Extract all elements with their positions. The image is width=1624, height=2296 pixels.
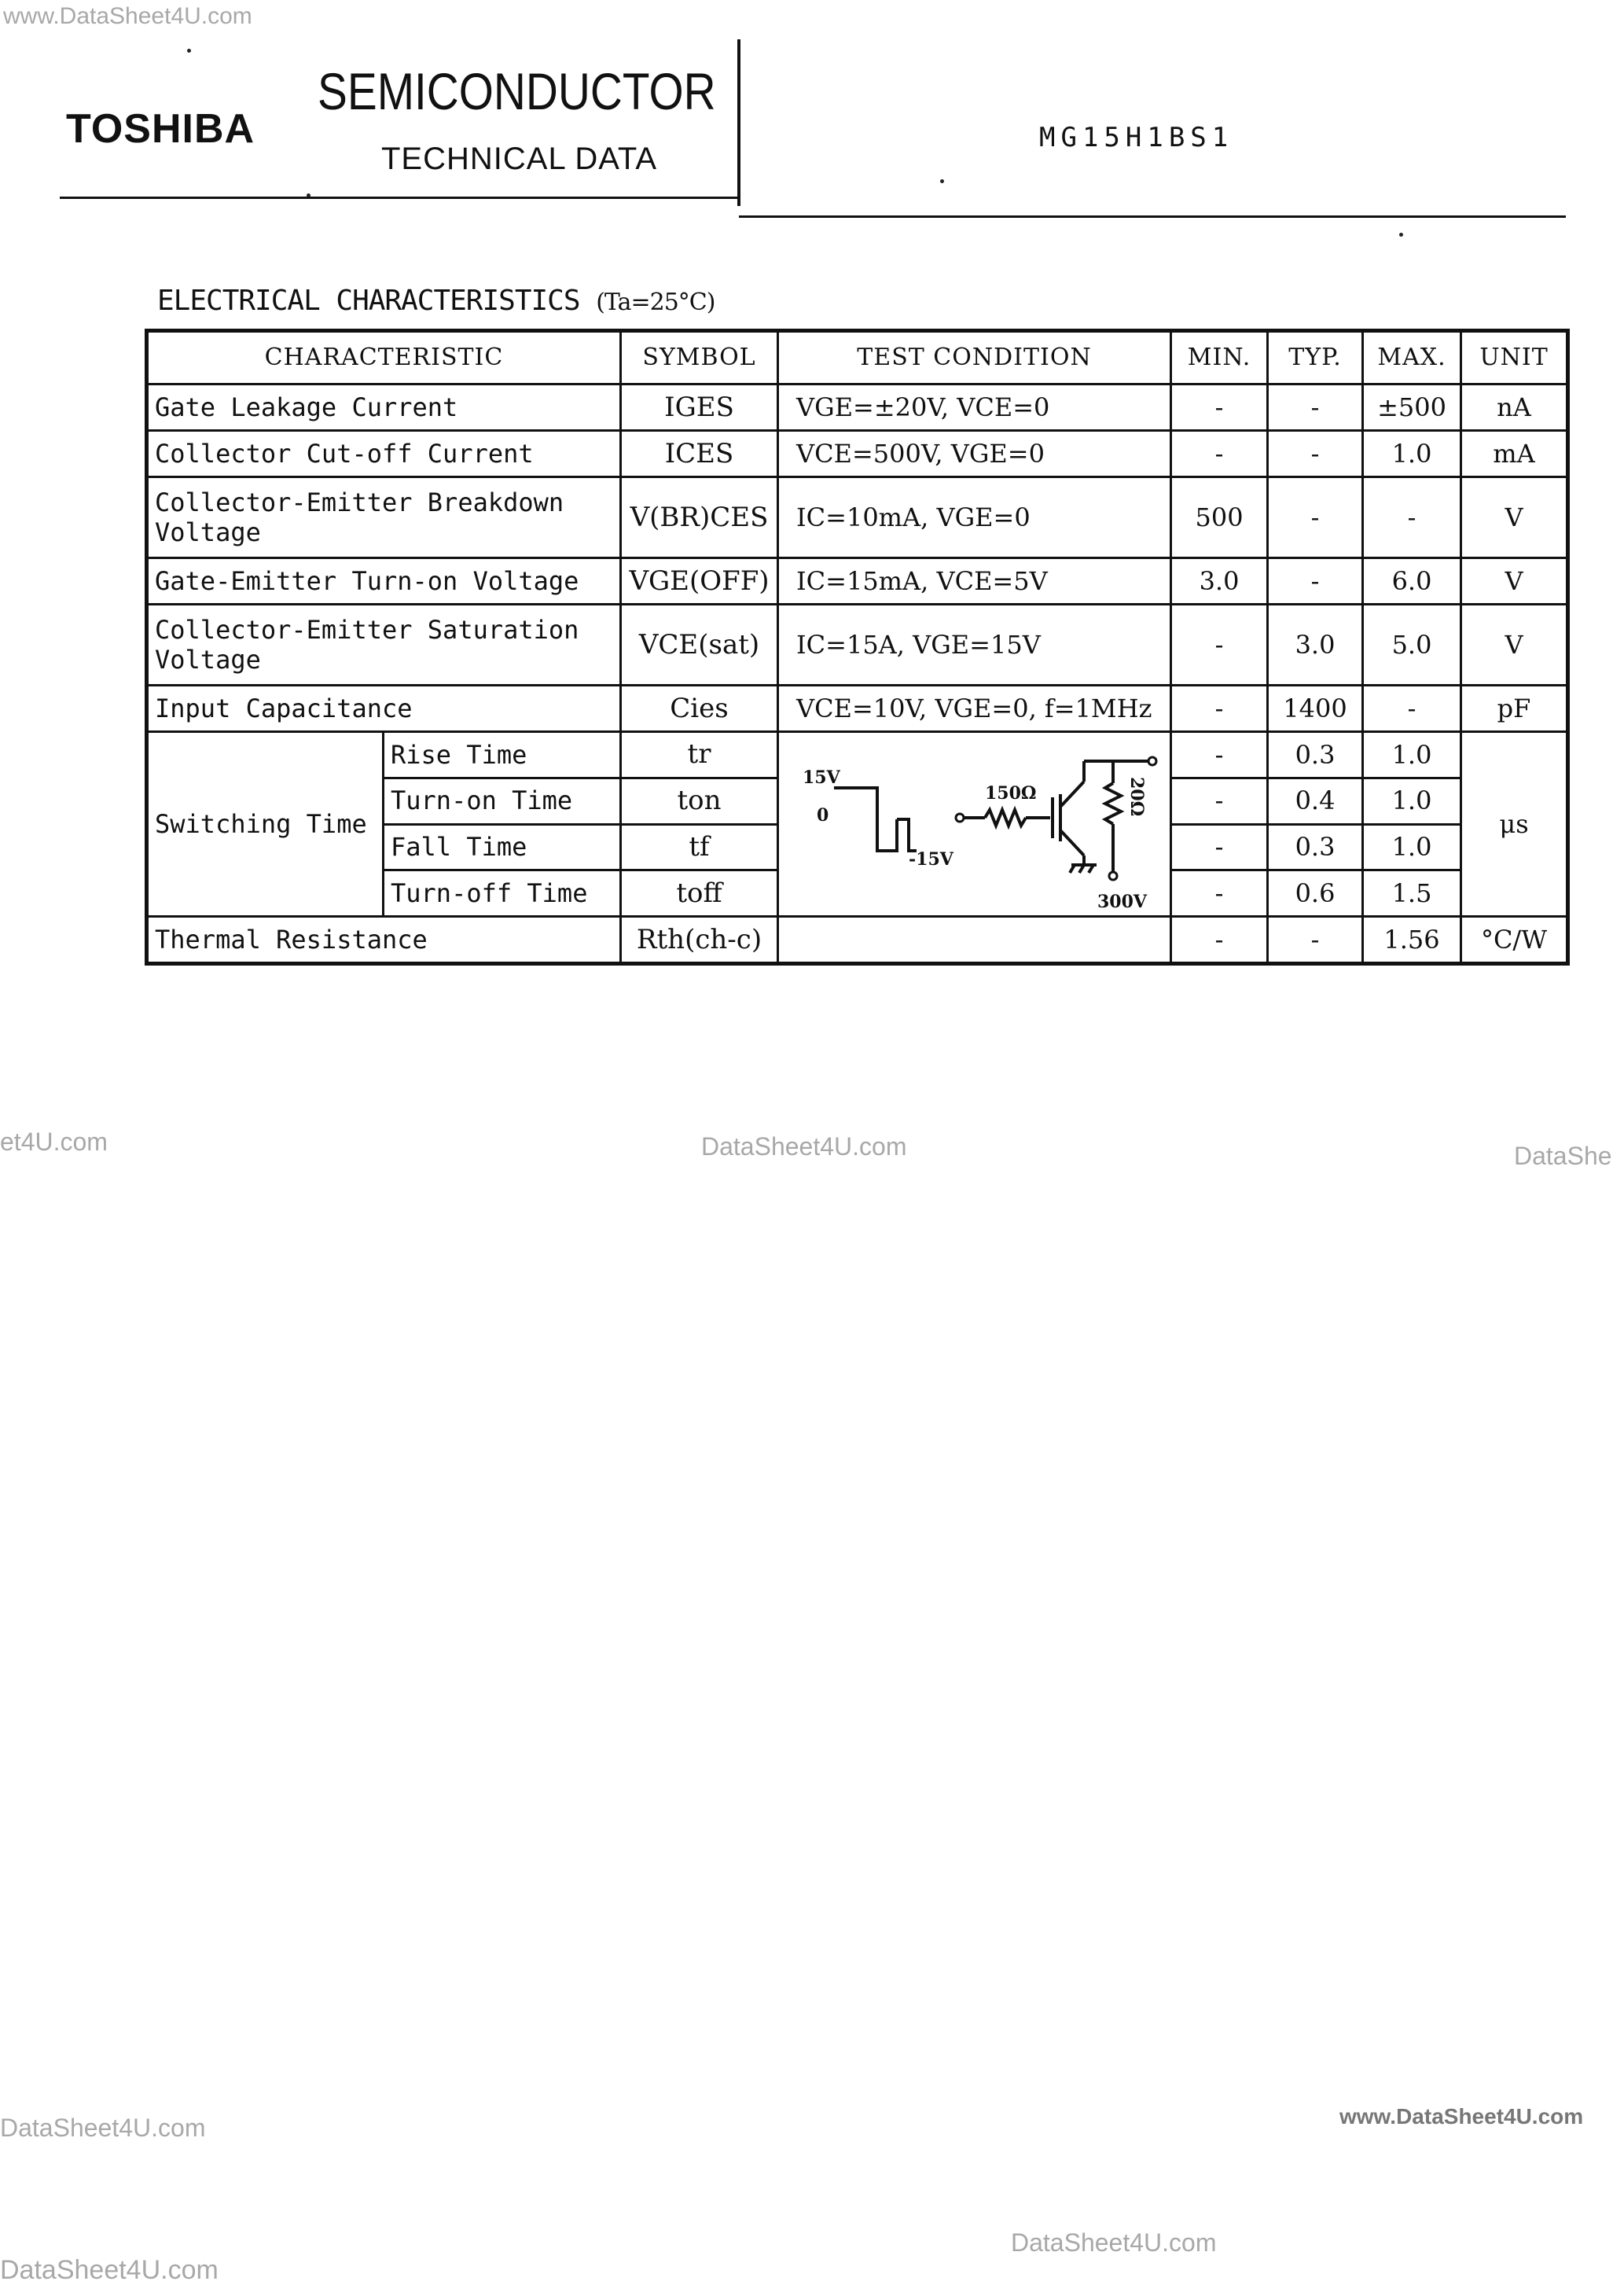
- cell-max: 1.56: [1363, 917, 1461, 964]
- cell-min: -: [1171, 778, 1268, 824]
- cell-min: 3.0: [1171, 558, 1268, 605]
- header-min: MIN.: [1171, 331, 1268, 385]
- table-row: [147, 477, 1568, 558]
- cell-min: -: [1171, 824, 1268, 870]
- cell-typ: 0.6: [1268, 870, 1363, 917]
- cell-characteristic: Collector-Emitter Saturation Voltage: [147, 605, 621, 686]
- cell-typ: 0.3: [1268, 824, 1363, 870]
- cell-max: 1.0: [1363, 778, 1461, 824]
- cell-characteristic: Thermal Resistance: [147, 917, 621, 964]
- cell-symbol: ICES: [621, 431, 778, 477]
- pulse-waveform-tail: [897, 819, 917, 851]
- cell-min: -: [1171, 870, 1268, 917]
- cell-max: -: [1363, 477, 1461, 558]
- cell-switching-name: Turn-on Time: [384, 778, 621, 824]
- header-symbol: SYMBOL: [621, 331, 778, 385]
- cell-condition: VGE=±20V, VCE=0: [778, 385, 1171, 431]
- cell-min: -: [1171, 431, 1268, 477]
- cell-condition: [778, 917, 1171, 964]
- electrical-characteristics-table: [145, 329, 1570, 966]
- gate-resistor: [985, 810, 1026, 826]
- cell-symbol: VGE(OFF): [621, 558, 778, 605]
- cell-typ: -: [1268, 477, 1363, 558]
- switching-test-circuit: [778, 732, 1171, 917]
- cell-max: -: [1363, 686, 1461, 732]
- cell-symbol: Rth(ch-c): [621, 917, 778, 964]
- header-unit: UNIT: [1461, 331, 1568, 385]
- cell-max: 1.5: [1363, 870, 1461, 917]
- cell-max: 1.0: [1363, 732, 1461, 778]
- pulse-waveform: [834, 788, 897, 851]
- cell-symbol: IGES: [621, 385, 778, 431]
- cell-unit: pF: [1461, 686, 1568, 732]
- header-typ: TYP.: [1268, 331, 1363, 385]
- watermark-bottom-center: DataSheet4U.com: [1011, 2228, 1217, 2257]
- cell-unit: °C/W: [1461, 917, 1568, 964]
- cell-typ: 3.0: [1268, 605, 1363, 686]
- cell-max: 1.0: [1363, 431, 1461, 477]
- cell-symbol: toff: [621, 870, 778, 917]
- header-rule-left: [60, 197, 739, 199]
- brand-logo: TOSHIBA: [66, 106, 255, 152]
- cell-unit: V: [1461, 558, 1568, 605]
- cell-condition: VCE=500V, VGE=0: [778, 431, 1171, 477]
- watermark-bottom-right: www.DataSheet4U.com: [1339, 2104, 1584, 2129]
- load-resistor: [1105, 783, 1121, 824]
- table-row: [147, 605, 1568, 686]
- cell-unit: V: [1461, 605, 1568, 686]
- header-test-condition: TEST CONDITION: [778, 331, 1171, 385]
- cell-typ: 0.3: [1268, 732, 1363, 778]
- header-characteristic: CHARACTERISTIC: [147, 331, 621, 385]
- section-title-text: ELECTRICAL CHARACTERISTICS: [157, 285, 580, 317]
- scan-speck: [187, 49, 191, 53]
- cell-unit: mA: [1461, 431, 1568, 477]
- cell-min: -: [1171, 917, 1268, 964]
- header-rule-right: [739, 215, 1566, 218]
- watermark-top-left: www.DataSheet4U.com: [3, 3, 252, 29]
- cell-symbol: tr: [621, 732, 778, 778]
- watermark-footer-left: DataSheet4U.com: [0, 2255, 219, 2285]
- label-supply-voltage: 300V: [1097, 892, 1148, 912]
- watermark-mid-right: DataShe: [1514, 1142, 1612, 1170]
- cell-max: 5.0: [1363, 605, 1461, 686]
- part-number: MG15H1BS1: [1039, 122, 1234, 153]
- cell-characteristic: Collector Cut-off Current: [147, 431, 621, 477]
- cell-characteristic: Gate Leakage Current: [147, 385, 621, 431]
- cell-min: -: [1171, 385, 1268, 431]
- table-row: [147, 385, 1568, 431]
- cell-typ: 1400: [1268, 686, 1363, 732]
- label-15v: 15V: [803, 767, 840, 788]
- cell-symbol: VCE(sat): [621, 605, 778, 686]
- table-row: [147, 431, 1568, 477]
- watermark-bottom-left: DataSheet4U.com: [0, 2114, 206, 2142]
- table-row: [147, 917, 1568, 964]
- table-row: [147, 558, 1568, 605]
- cell-typ: 0.4: [1268, 778, 1363, 824]
- header-divider: [737, 39, 740, 206]
- scan-speck: [940, 179, 944, 183]
- label-gate-resistance: 150Ω: [985, 783, 1037, 804]
- cell-max: ±500: [1363, 385, 1461, 431]
- cell-condition: IC=10mA, VGE=0: [778, 477, 1171, 558]
- section-condition: (Ta=25°C): [596, 289, 715, 316]
- watermark-mid-left: et4U.com: [0, 1128, 108, 1156]
- test-circuit-diagram: [779, 733, 1172, 915]
- cell-switching-name: Fall Time: [384, 824, 621, 870]
- cell-min: 500: [1171, 477, 1268, 558]
- cell-condition: VCE=10V, VGE=0, f=1MHz: [778, 686, 1171, 732]
- cell-characteristic: Collector-Emitter Breakdown Voltage: [147, 477, 621, 558]
- label-load-resistance: 20Ω: [1126, 777, 1148, 817]
- cell-characteristic: Input Capacitance: [147, 686, 621, 732]
- header-max: MAX.: [1363, 331, 1461, 385]
- cell-symbol: ton: [621, 778, 778, 824]
- cell-switching-name: Rise Time: [384, 732, 621, 778]
- header-subtitle: TECHNICAL DATA: [381, 142, 658, 176]
- cell-typ: -: [1268, 917, 1363, 964]
- cell-unit: V: [1461, 477, 1568, 558]
- header-title: SEMICONDUCTOR: [318, 62, 716, 120]
- cell-min: -: [1171, 605, 1268, 686]
- label-minus15v: -15V: [909, 849, 953, 870]
- cell-switching-unit: μs: [1461, 732, 1568, 917]
- cell-min: -: [1171, 732, 1268, 778]
- cell-symbol: Cies: [621, 686, 778, 732]
- cell-max: 1.0: [1363, 824, 1461, 870]
- cell-symbol: tf: [621, 824, 778, 870]
- watermark-mid-center: DataSheet4U.com: [701, 1132, 907, 1161]
- cell-typ: -: [1268, 558, 1363, 605]
- cell-switching-label: Switching Time: [147, 732, 384, 917]
- cell-symbol: V(BR)CES: [621, 477, 778, 558]
- label-0v: 0: [817, 805, 829, 826]
- cell-max: 6.0: [1363, 558, 1461, 605]
- cell-unit: nA: [1461, 385, 1568, 431]
- cell-characteristic: Gate-Emitter Turn-on Voltage: [147, 558, 621, 605]
- cell-condition: IC=15mA, VCE=5V: [778, 558, 1171, 605]
- cell-typ: -: [1268, 385, 1363, 431]
- table-row: [147, 732, 1568, 778]
- cell-switching-name: Turn-off Time: [384, 870, 621, 917]
- scan-speck: [1399, 233, 1403, 237]
- section-title: [157, 285, 715, 317]
- cell-typ: -: [1268, 431, 1363, 477]
- table-header-row: [147, 331, 1568, 385]
- cell-condition: IC=15A, VGE=15V: [778, 605, 1171, 686]
- table-row: [147, 686, 1568, 732]
- cell-min: -: [1171, 686, 1268, 732]
